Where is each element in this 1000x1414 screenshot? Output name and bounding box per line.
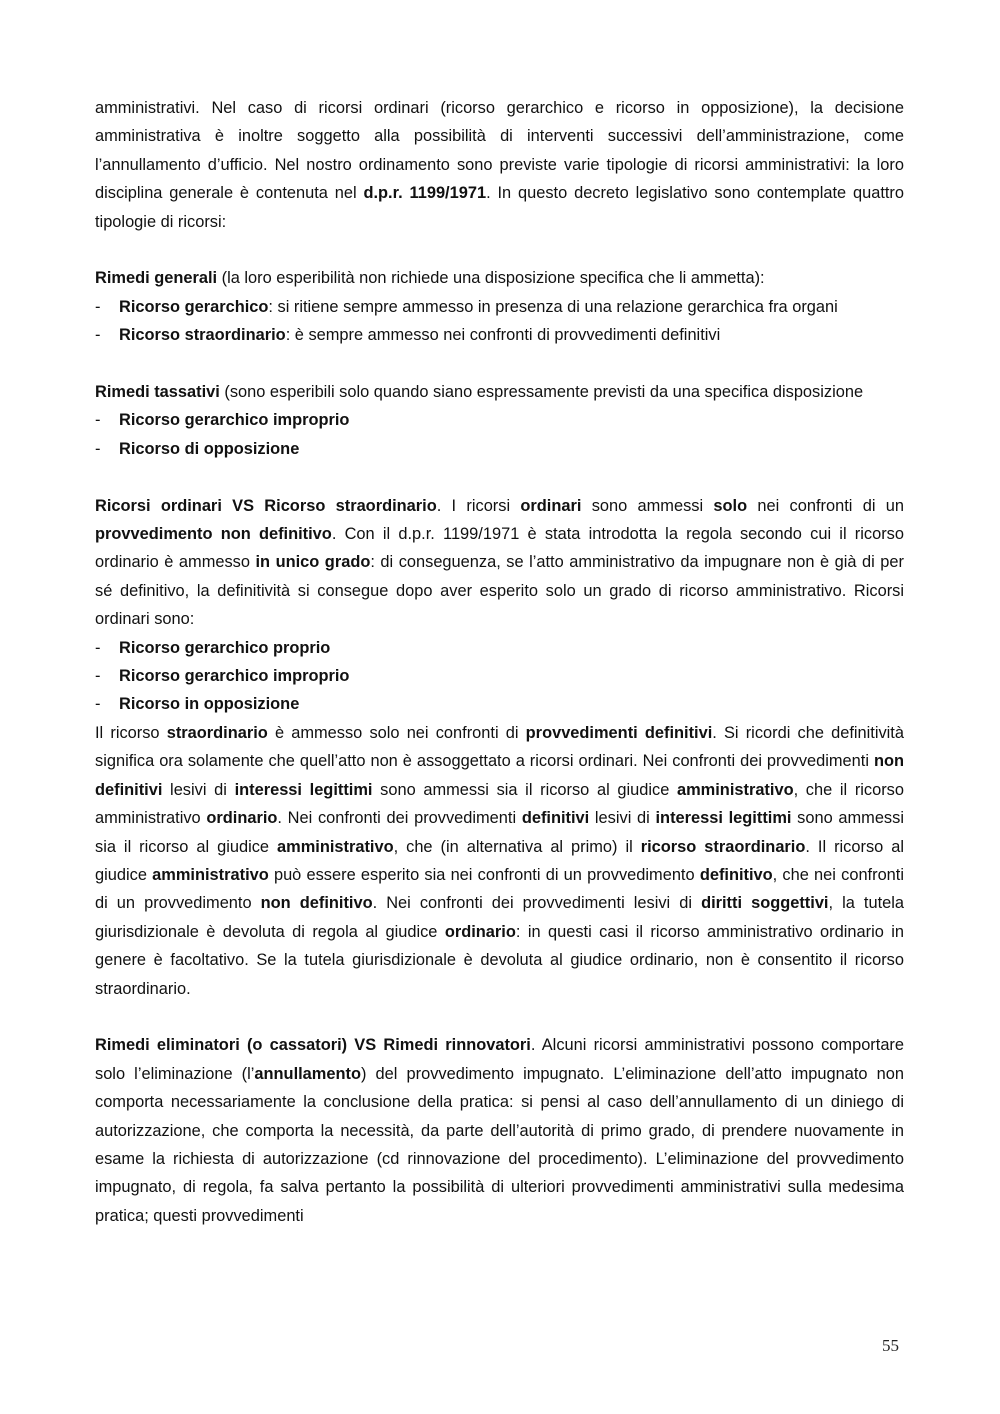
section-rimedi-eliminatori <box>95 1031 904 1230</box>
bold-text: diritti soggettivi <box>701 894 829 913</box>
text: amministrativi. Nel caso di ricorsi ordinari (ricorso gerarchico e ricorso in opposizione), la decisione amministrativa è inoltre soggetto alla possibilità di interventi successivi dell’amministrazione, come l’annullamento d’ufficio. Nel nostro ordinamento sono previste varie tipologie di ricorsi amministrativi: la loro disciplina generale è contenuta nel <box>95 99 904 203</box>
bold-text: ricorso straordinario <box>640 837 806 856</box>
text: . Nei confronti dei provvedimenti <box>277 809 522 828</box>
text: Il ricorso <box>95 723 167 742</box>
text: . Si ricordi che definitività significa ora solamente che quell’atto non è assoggettato a ricorsi ordinari. Nei confronti dei provvedimenti <box>95 723 904 771</box>
list-item: - Ricorso di opposizione <box>95 439 300 458</box>
text: sono ammessi <box>581 496 714 515</box>
list-item: - Ricorso straordinario: è sempre ammesso nei confronti di provvedimenti definitivi <box>95 326 721 345</box>
section-heading: Ricorsi ordinari VS Ricorso straordinario <box>95 496 437 515</box>
text: , che il ricorso amministrativo <box>95 780 904 828</box>
bold-text: annullamento <box>254 1064 361 1083</box>
text: : in questi casi il ricorso amministrativo ordinario in genere è facoltativo. Se la tutela giurisdizionale è devoluta al giudice ordinario, non è consentito il ricorso straordinario. <box>95 922 904 998</box>
bold-text: definitivi <box>521 809 590 828</box>
bold-text: solo <box>713 496 748 515</box>
bold-text: definitivo <box>699 865 773 884</box>
list-item: - Ricorso gerarchico improprio <box>95 667 350 686</box>
paragraph-intro <box>95 94 904 236</box>
section-heading: Rimedi generali <box>95 269 218 288</box>
text: lesivi di <box>589 809 656 828</box>
text: . Alcuni ricorsi amministrativi possono comportare solo l’eliminazione (l’ <box>95 1036 905 1083</box>
text: sono ammessi sia il ricorso al giudice <box>372 780 677 799</box>
bold-text: non definitivo <box>260 894 373 913</box>
bold-text: interessi legittimi <box>234 780 373 799</box>
section-ricorsi-ordinari <box>95 492 904 634</box>
text: . Il ricorso al giudice <box>95 837 904 884</box>
bold-text: ordinario <box>206 809 278 828</box>
list-item-bold: Ricorso gerarchico improprio <box>119 667 350 686</box>
text: (la loro esperibilità non richiede una disposizione specifica che li ammetta): <box>217 269 765 288</box>
bold-text: amministrativo <box>277 837 394 856</box>
text: lesivi di <box>162 780 235 799</box>
text: : di conseguenza, se l’atto amministrativo da impugnare non è già di per sé definitivo, la definitività si consegue dopo aver esperito solo un grado di ricorso amministrativo. Ricorsi ordinari sono: <box>95 553 904 629</box>
bold-text: amministrativo <box>676 780 794 799</box>
section-heading: Rimedi eliminatori (o cassatori) VS Rimedi rinnovatori <box>95 1036 531 1055</box>
list-item-bold: Ricorso gerarchico <box>119 297 269 316</box>
text: , la tutela giurisdizionale è devoluta di regola al giudice <box>95 894 905 941</box>
bold-text: interessi legittimi <box>655 809 792 828</box>
text: . In questo decreto legislativo sono contemplate quattro tipologie di ricorsi: <box>95 184 905 231</box>
text: . I ricorsi <box>436 496 521 515</box>
bold-text: d.p.r. 1199/1971 <box>363 184 487 203</box>
section-heading: Rimedi tassativi <box>95 383 220 402</box>
text: , che nei confronti di un provvedimento <box>95 865 904 913</box>
bold-text: in unico grado <box>255 553 371 572</box>
text: può essere esperito sia nei confronti di un provvedimento <box>268 865 700 884</box>
list-item-bold: Ricorso straordinario <box>119 326 286 345</box>
list-item: - Ricorso gerarchico improprio <box>95 411 350 430</box>
list-item-text: : si ritiene sempre ammesso in presenza di una relazione gerarchica fra organi <box>268 297 838 316</box>
text: sono ammessi sia il ricorso al giudice <box>95 809 904 856</box>
bold-text: non definitivi <box>95 752 904 799</box>
bold-text: straordinario <box>166 723 268 742</box>
section-rimedi-tassativi <box>95 378 904 406</box>
bold-text: ordinari <box>520 496 582 515</box>
list-item-bold: Ricorso in opposizione <box>119 695 300 714</box>
bold-text: ordinario <box>444 922 516 941</box>
document-body <box>95 94 904 1230</box>
list-item-bold: Ricorso di opposizione <box>119 439 300 458</box>
text: , che (in alternativa al primo) il <box>393 837 641 856</box>
text: ) del provvedimento impugnato. L’eliminazione dell’atto impugnato non comporta necessariamente la conclusione della pratica: si pensi al caso dell’annullamento di un diniego di autorizzazione, che comporta la necessità, da parte dell’autorità di primo grado, di prendere nuovamente in esame la richiesta di autorizzazione (cd rinnovazione del procedimento). L’eliminazione del provvedimento impugnato, di regola, fa salva pertanto la possibilità di ulteriori provvedimenti amministrativi sulla medesima pratica; questi provvedimenti <box>95 1064 904 1225</box>
page-number: 55 <box>882 1336 899 1355</box>
section-rimedi-generali <box>95 264 904 292</box>
text: . Nei confronti dei provvedimenti lesivi di <box>372 894 702 913</box>
bold-text: provvedimenti definitivi <box>525 723 713 742</box>
list-item-bold: Ricorso gerarchico proprio <box>119 638 331 657</box>
text: è ammesso solo nei confronti di <box>267 723 526 742</box>
list-item: - Ricorso gerarchico: si ritiene sempre ammesso in presenza di una relazione gerarchica fra organi <box>95 297 838 316</box>
paragraph-ricorso-straordinario <box>95 719 904 1003</box>
text: nei confronti di un <box>747 496 904 515</box>
list-item-text: : è sempre ammesso nei confronti di provvedimenti definitivi <box>285 326 721 345</box>
text: . Con il d.p.r. 1199/1971 è stata introdotta la regola secondo cui il ricorso ordinario è ammesso <box>95 525 904 572</box>
bold-text: provvedimento non definitivo <box>95 525 332 544</box>
list-item: - Ricorso in opposizione <box>95 695 300 714</box>
list-item: - Ricorso gerarchico proprio <box>95 638 331 657</box>
bold-text: amministrativo <box>152 865 269 884</box>
list-item-bold: Ricorso gerarchico improprio <box>119 411 350 430</box>
text: (sono esperibili solo quando siano espressamente previsti da una specifica disposizione <box>219 383 864 402</box>
